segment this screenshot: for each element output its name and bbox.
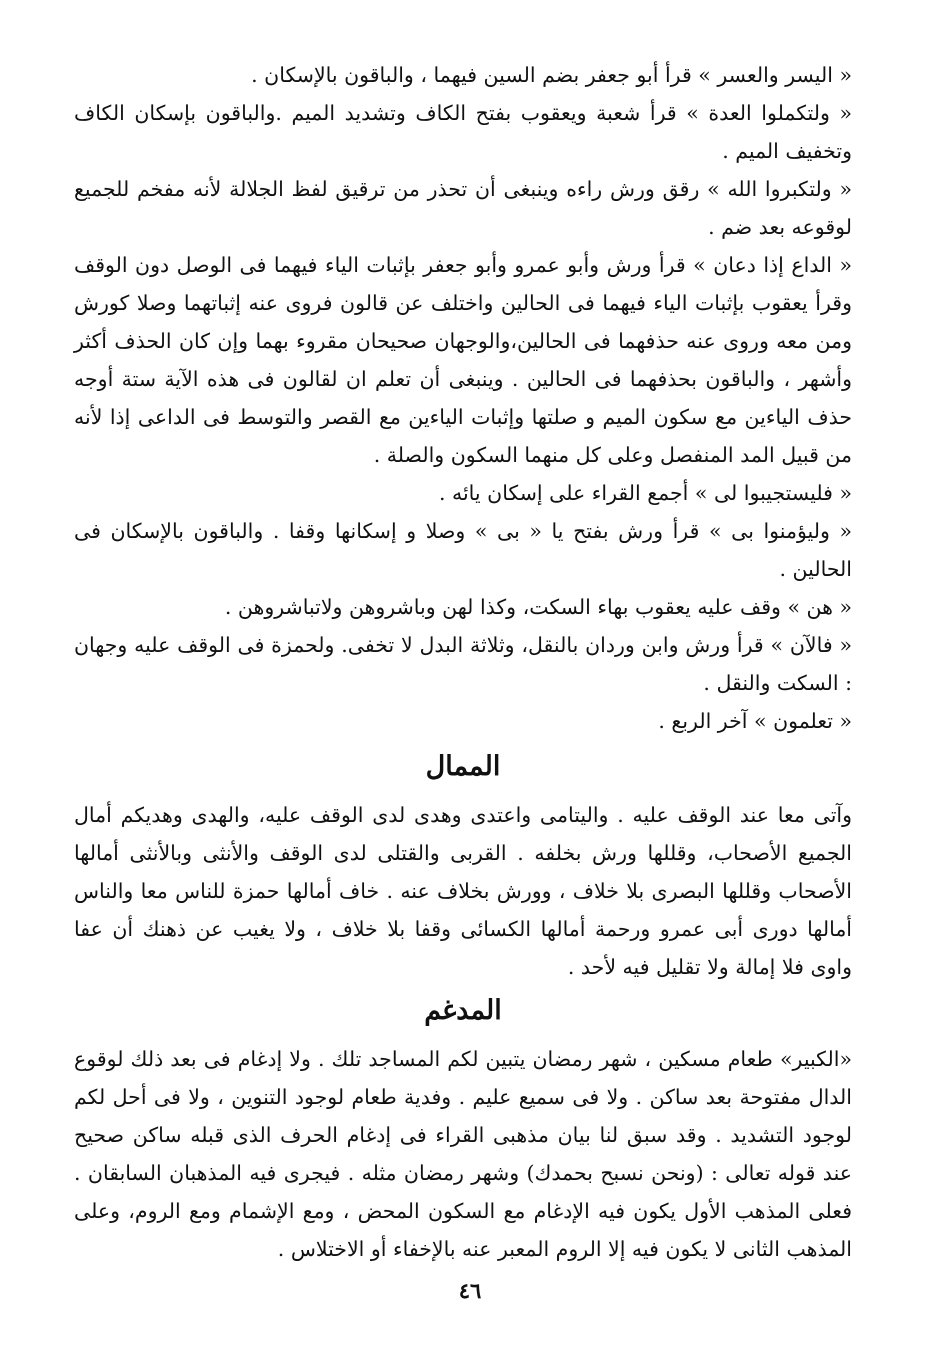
paragraph-takbir: « ولتكبروا الله » رقق ورش راءه وينبغى أن تحذر من ترقيق لفظ الجلالة لأنه مفخم للجميع لوقوعه بعد ضم .	[74, 177, 852, 239]
paragraph-falyastajibu: « فليستجيبوا لى » أجمع القراء على إسكان يائه .	[438, 481, 852, 505]
paragraph-iddah: « ولتكملوا العدة » قرأ شعبة ويعقوب بفتح الكاف وتشديد الميم .والباقون بإسكان الكاف وتخفيف الميم .	[74, 101, 852, 163]
paragraph-ad-dai: « الداع إذا دعان » قرأ ورش وأبو عمرو وأبو جعفر بإثبات الياء فيهما فى الوصل دون الوقف وقرأ يعقوب بإثبات الياء فيهما فى الحالين واختلف عن قالون فروى عنه إثباتهما وصلا كورش ومن معه وروى عنه حذفهما فى الحالين،والوجهان صحيحان مقروء بهما وإن كان الحذف أكثر وأشهر ، والباقون بحذفهما فى الحالين . وينبغى أن تعلم ان لقالون فى هذه الآية ستة أوجه حذف الياءين مع سكون الميم و صلتها وإثبات الياءين مع القصر والتوسط فى الداعى إذا لأنه من قبيل المد المنفصل وعلى كل منهما السكون والصلة .	[74, 253, 852, 467]
paragraph-mudgham: «الكبير» طعام مسكين ، شهر رمضان يتبين لكم المساجد تلك . ولا إدغام فى بعد ذلك لوقوع الدال مفتوحة بعد ساكن . ولا فى سميع عليم . وفدية طعام لوجود التنوين ، ولا فى أحل لكم لوجود التشديد . وقد سبق لنا بيان مذهبى القراء فى إدغام الحرف الذى قبله ساكن صحيح عند قوله تعالى : (ونحن نسبح بحمدك) وشهر رمضان مثله . فيجرى فيه المذهبان السابقان . فعلى المذهب الأول يكون فيه الإدغام مع السكون المحض ، ومع الإشمام ومع الروم، وعلى المذهب الثانى لا يكون فيه إلا الروم المعبر عنه بالإخفاء أو الاختلاس .	[74, 1047, 852, 1261]
paragraph-yusr: « اليسر والعسر » قرأ أبو جعفر بضم السين فيهما ، والباقون بالإسكان .	[251, 63, 852, 87]
section-title-mumal: الممال	[425, 751, 501, 782]
section-heading-mumal	[74, 744, 852, 790]
section-title-mudgham: المدغم	[424, 995, 502, 1026]
paragraph-mumal: وآتى معا عند الوقف عليه . واليتامى واعتدى وهدى لدى الوقف عليه، والهدى وهديكم أمال الجميع الأصحاب، وقللها ورش بخلفه . القربى والقتلى لدى الوقف والأنثى وبالأنثى أمالها الأصحاب وقللها البصرى بلا خلاف ، وورش بخلاف عنه . خاف أمالها حمزة للناس معا والناس أمالها دورى أبى عمرو ورحمة أمالها الكسائى وقفا بلا خلاف ، ولا يغيب عن ذهنك أن عفا واوى فلا إمالة ولا تقليل فيه لأحد .	[74, 803, 852, 979]
section-heading-mudgham	[74, 988, 852, 1034]
page-number: ٤٦	[458, 1278, 482, 1303]
paragraph-walyuminu: « وليؤمنوا بى » قرأ ورش بفتح يا « بى » وصلا و إسكانها وقفا . والباقون بالإسكان فى الحالين .	[74, 519, 852, 581]
paragraph-talamun: « تعلمون » آخر الربع .	[658, 709, 852, 733]
paragraph-hunna: « هن » وقف عليه يعقوب بهاء السكت، وكذا لهن وباشروهن ولاتباشروهن .	[224, 595, 852, 619]
paragraph-fal-ana: « فالآن » قرأ ورش وابن وردان بالنقل، وثلاثة البدل لا تخفى. ولحمزة فى الوقف عليه وجهان : السكت والنقل .	[74, 633, 852, 695]
